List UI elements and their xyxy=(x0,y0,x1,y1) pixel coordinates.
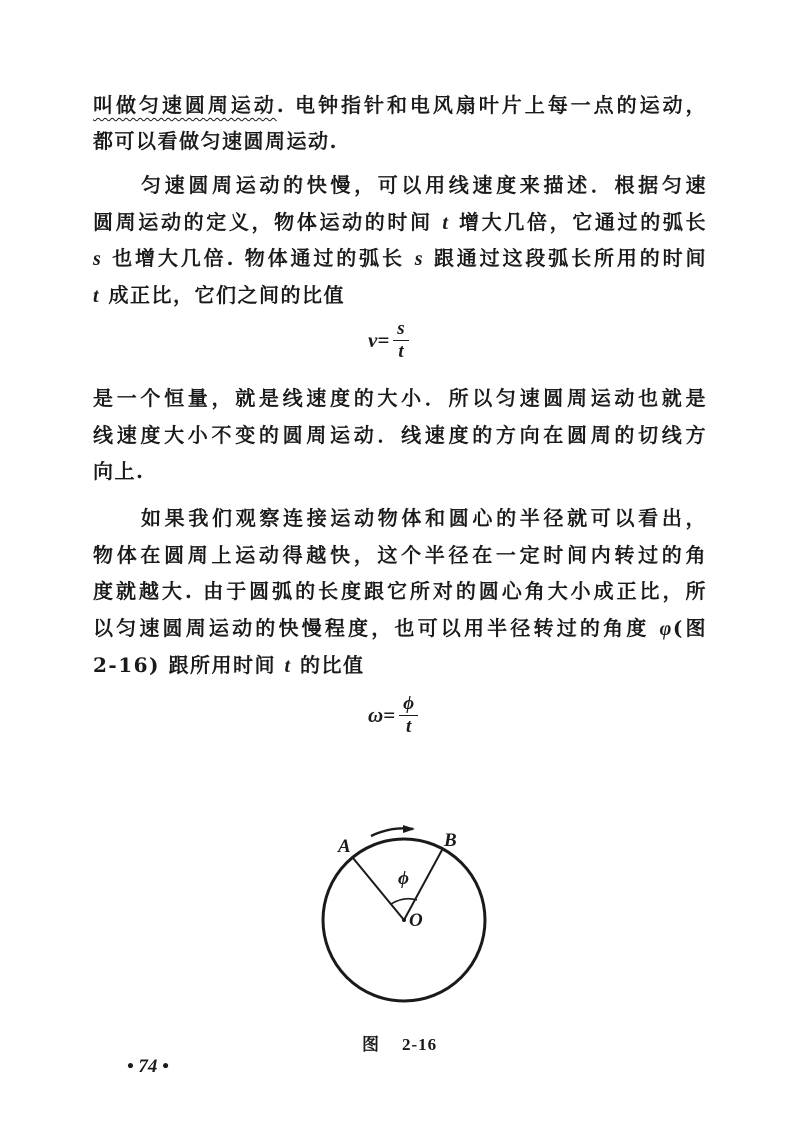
text-line-11: 物体在圆周上运动得越快，这个半径在一定时间内转过的角 xyxy=(93,543,707,567)
radius-oa xyxy=(353,858,404,920)
text-line-2: 都可以看做匀速圆周运动. xyxy=(93,129,338,153)
center-point xyxy=(402,918,406,922)
formula-angular-velocity: ω= $\frac{\phi}{t}$ xyxy=(368,693,418,738)
label-point-a: A xyxy=(338,836,351,857)
arrow-head-icon xyxy=(403,825,415,833)
label-angle-phi: ϕ xyxy=(398,868,409,889)
text-line-1: 叫做匀速圆周运动. 电钟指针和电风扇叶片上每一点的运动， xyxy=(93,93,707,117)
text-line-8: 线速度大小不变的圆周运动．线速度的方向在圆周的切线方 xyxy=(93,423,707,447)
label-point-b: B xyxy=(444,830,457,851)
text-line-7: 是一个恒量，就是线速度的大小．所以匀速圆周运动也就是 xyxy=(93,386,707,410)
figure-circle-diagram xyxy=(300,810,500,1024)
text-line-3: 匀速圆周运动的快慢，可以用线速度来描述．根据匀速 xyxy=(141,173,707,197)
text-line-10: 如果我们观察连接运动物体和圆心的半径就可以看出， xyxy=(141,506,707,530)
text-line-14: 2-16) 跟所用时间 t 的比值 xyxy=(93,653,365,677)
formula-linear-velocity: v= $\frac{s}{t}$ xyxy=(368,318,409,363)
emphasized-term: 叫做匀速圆周运动 xyxy=(93,93,277,117)
text-line-13: 以匀速圆周运动的快慢程度，也可以用半径转过的角度 φ(图 xyxy=(93,616,707,640)
page-number: • 74 • xyxy=(127,1056,169,1077)
text-line-12: 度就越大. 由于圆弧的长度跟它所对的圆心角大小成正比，所 xyxy=(93,579,707,603)
fraction: $\frac{\phi}{t}$ xyxy=(399,693,418,738)
circle-diagram xyxy=(300,810,500,1020)
figure-caption: 图 2-16 xyxy=(362,1035,438,1054)
text-line-4: 圆周运动的定义，物体运动的时间 t 增大几倍，它通过的弧长 xyxy=(93,210,707,234)
label-center-o: O xyxy=(409,910,423,931)
text-line-9: 向上. xyxy=(93,459,145,483)
text-line-6: t 成正比，它们之间的比值 xyxy=(93,283,346,307)
fraction: $\frac{s}{t}$ xyxy=(393,318,408,363)
text-line-5: s 也增大几倍. 物体通过的弧长 s 跟通过这段弧长所用的时间 xyxy=(93,246,707,270)
